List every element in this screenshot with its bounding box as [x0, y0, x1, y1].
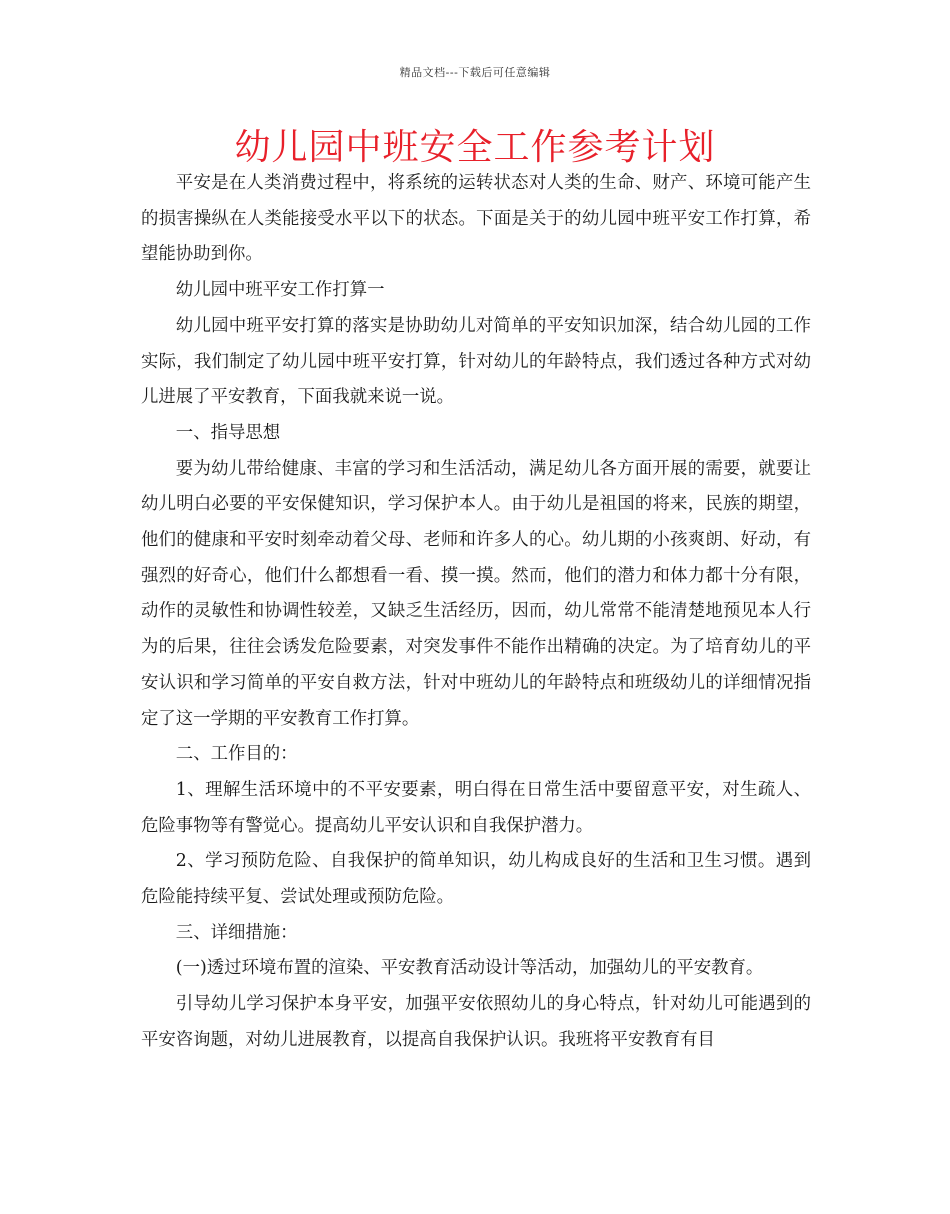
paragraph-measure-1-detail: 引导幼儿学习保护本身平安，加强平安依照幼儿的身心特点，针对幼儿可能遇到的平安咨询题，对幼儿进展教育，以提高自我保护认识。我班将平安教育有目: [141, 994, 811, 1050]
section-heading-measures: 三、详细措施：: [175, 922, 298, 943]
paragraph-plan-one-heading: 幼儿园中班平安工作打算一: [175, 280, 385, 301]
paragraph-measure-1: (一)透过环境布置的渲染、平安教育活动设计等活动，加强幼儿的平安教育。: [175, 958, 764, 979]
section-heading-work-goals: 二、工作目的：: [175, 744, 298, 765]
paragraph-plan-one-intro: 幼儿园中班平安打算的落实是协助幼儿对简单的平安知识加深，结合幼儿园的工作实际，我们制定了幼儿园中班平安打算，针对幼儿的年龄特点，我们透过各种方式对幼儿进展了平安教育，下面我就来说一说。: [141, 315, 811, 408]
paragraph-guiding-ideas: 要为幼儿带给健康、丰富的学习和生活活动，满足幼儿各方面开展的需要，就要让幼儿明白必要的平安保健知识，学习保护本人。由于幼儿是祖国的将来，民族的期望，他们的健康和平安时刻牵动着父母、老师和许多人的心。幼儿期的小孩爽朗、好动，有强烈的好奇心，他们什么都想看一看、摸一摸。然而，他们的潜力和体力都十分有限，动作的灵敏性和协调性较差，又缺乏生活经历，因而，幼儿常常不能清楚地预见本人行为的后果，往往会诱发危险要素，对突发事件不能作出精确的决定。为了培育幼儿的平安认识和学习简单的平安自救方法，针对中班幼儿的年龄特点和班级幼儿的详细情况指定了这一学期的平安教育工作打算。: [141, 458, 811, 729]
document-title: 幼儿园中班安全工作参考计划: [234, 127, 716, 168]
header-note: 精品文档---下载后可任意编辑: [399, 66, 551, 79]
paragraph-goal-1: 1、理解生活环境中的不平安要素，明白得在日常生活中要留意平安，对生疏人、危险事物等有警觉心。提高幼儿平安认识和自我保护潜力。: [141, 779, 811, 836]
section-heading-guiding-ideas: 一、指导思想: [175, 422, 281, 443]
paragraph-goal-2: 2、学习预防危险、自我保护的简单知识，幼儿构成良好的生活和卫生习惯。遇到危险能持续平复、尝试处理或预防危险。: [141, 851, 811, 908]
paragraph-intro: 平安是在人类消费过程中，将系统的运转状态对人类的生命、财产、环境可能产生的损害操纵在人类能接受水平以下的状态。下面是关于的幼儿园中班平安工作打算，希望能协助到你。: [141, 173, 811, 265]
document-body: [141, 166, 811, 1059]
